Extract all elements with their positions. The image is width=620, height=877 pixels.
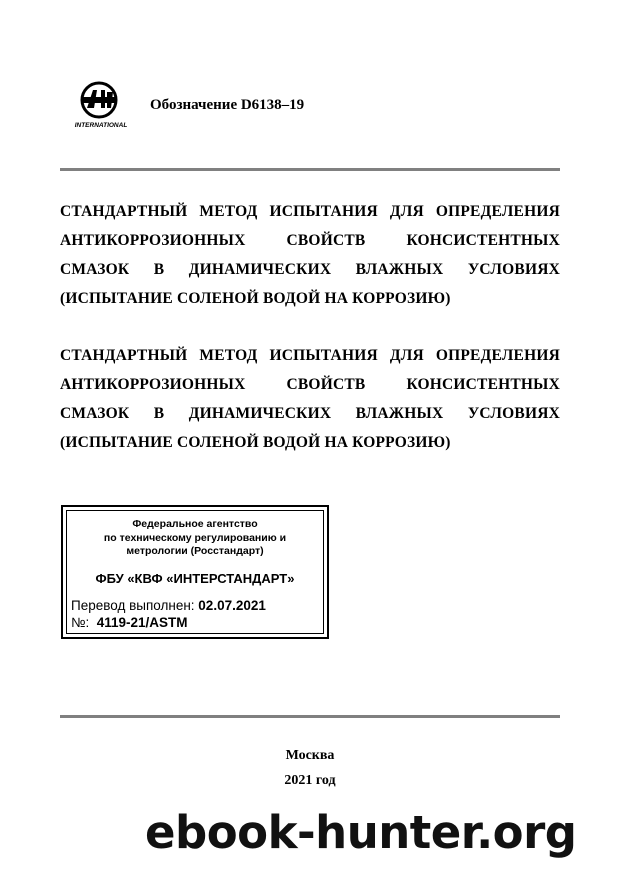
title-line: (ИСПЫТАНИЕ СОЛЕНОЙ ВОДОЙ НА КОРРОЗИЮ)	[60, 434, 451, 451]
agency-line: Федеральное агентство	[132, 518, 258, 530]
organization-name: ФБУ «КВФ «ИНТЕРСТАНДАРТ»	[95, 571, 295, 586]
year: 2021 год	[284, 773, 336, 788]
logo-subtext: INTERNATIONAL	[74, 122, 128, 129]
title-line: СМАЗОК В ДИНАМИЧЕСКИХ ВЛАЖНЫХ УСЛОВИЯХ	[60, 405, 560, 422]
agency-name	[67, 518, 323, 559]
title-line: АНТИКОРРОЗИОННЫХ СВОЙСТВ КОНСИСТЕНТНЫХ	[60, 232, 560, 249]
astm-logo	[74, 80, 128, 130]
translation-date: 02.07.2021	[198, 598, 266, 613]
top-divider	[60, 168, 560, 171]
bottom-divider	[60, 715, 560, 718]
title-block-1	[60, 197, 560, 313]
title-line: СМАЗОК В ДИНАМИЧЕСКИХ ВЛАЖНЫХ УСЛОВИЯХ	[60, 261, 560, 278]
translation-number-line	[71, 615, 188, 630]
document-designation: Обозначение D6138–19	[150, 97, 305, 113]
title-line: АНТИКОРРОЗИОННЫХ СВОЙСТВ КОНСИСТЕНТНЫХ	[60, 376, 560, 393]
stamp-inner-frame	[66, 510, 324, 634]
watermark: ebook-hunter.org	[145, 806, 577, 859]
title-line: (ИСПЫТАНИЕ СОЛЕНОЙ ВОДОЙ НА КОРРОЗИЮ)	[60, 290, 451, 307]
translation-date-line	[71, 598, 266, 613]
translation-number: 4119-21/ASTM	[96, 615, 188, 630]
number-label: №:	[71, 615, 90, 630]
agency-line: по техническому регулированию и	[103, 531, 287, 544]
title-line: СТАНДАРТНЫЙ МЕТОД ИСПЫТАНИЯ ДЛЯ ОПРЕДЕЛЕНИЯ	[60, 347, 560, 364]
title-block-2	[60, 341, 560, 457]
translation-label: Перевод выполнен:	[71, 598, 195, 613]
translation-stamp	[61, 505, 329, 639]
astm-emblem-icon	[82, 83, 116, 117]
agency-line: метрологии (Росстандарт)	[126, 545, 264, 557]
title-line: СТАНДАРТНЫЙ МЕТОД ИСПЫТАНИЯ ДЛЯ ОПРЕДЕЛЕНИЯ	[60, 203, 560, 220]
city: Москва	[285, 748, 335, 763]
